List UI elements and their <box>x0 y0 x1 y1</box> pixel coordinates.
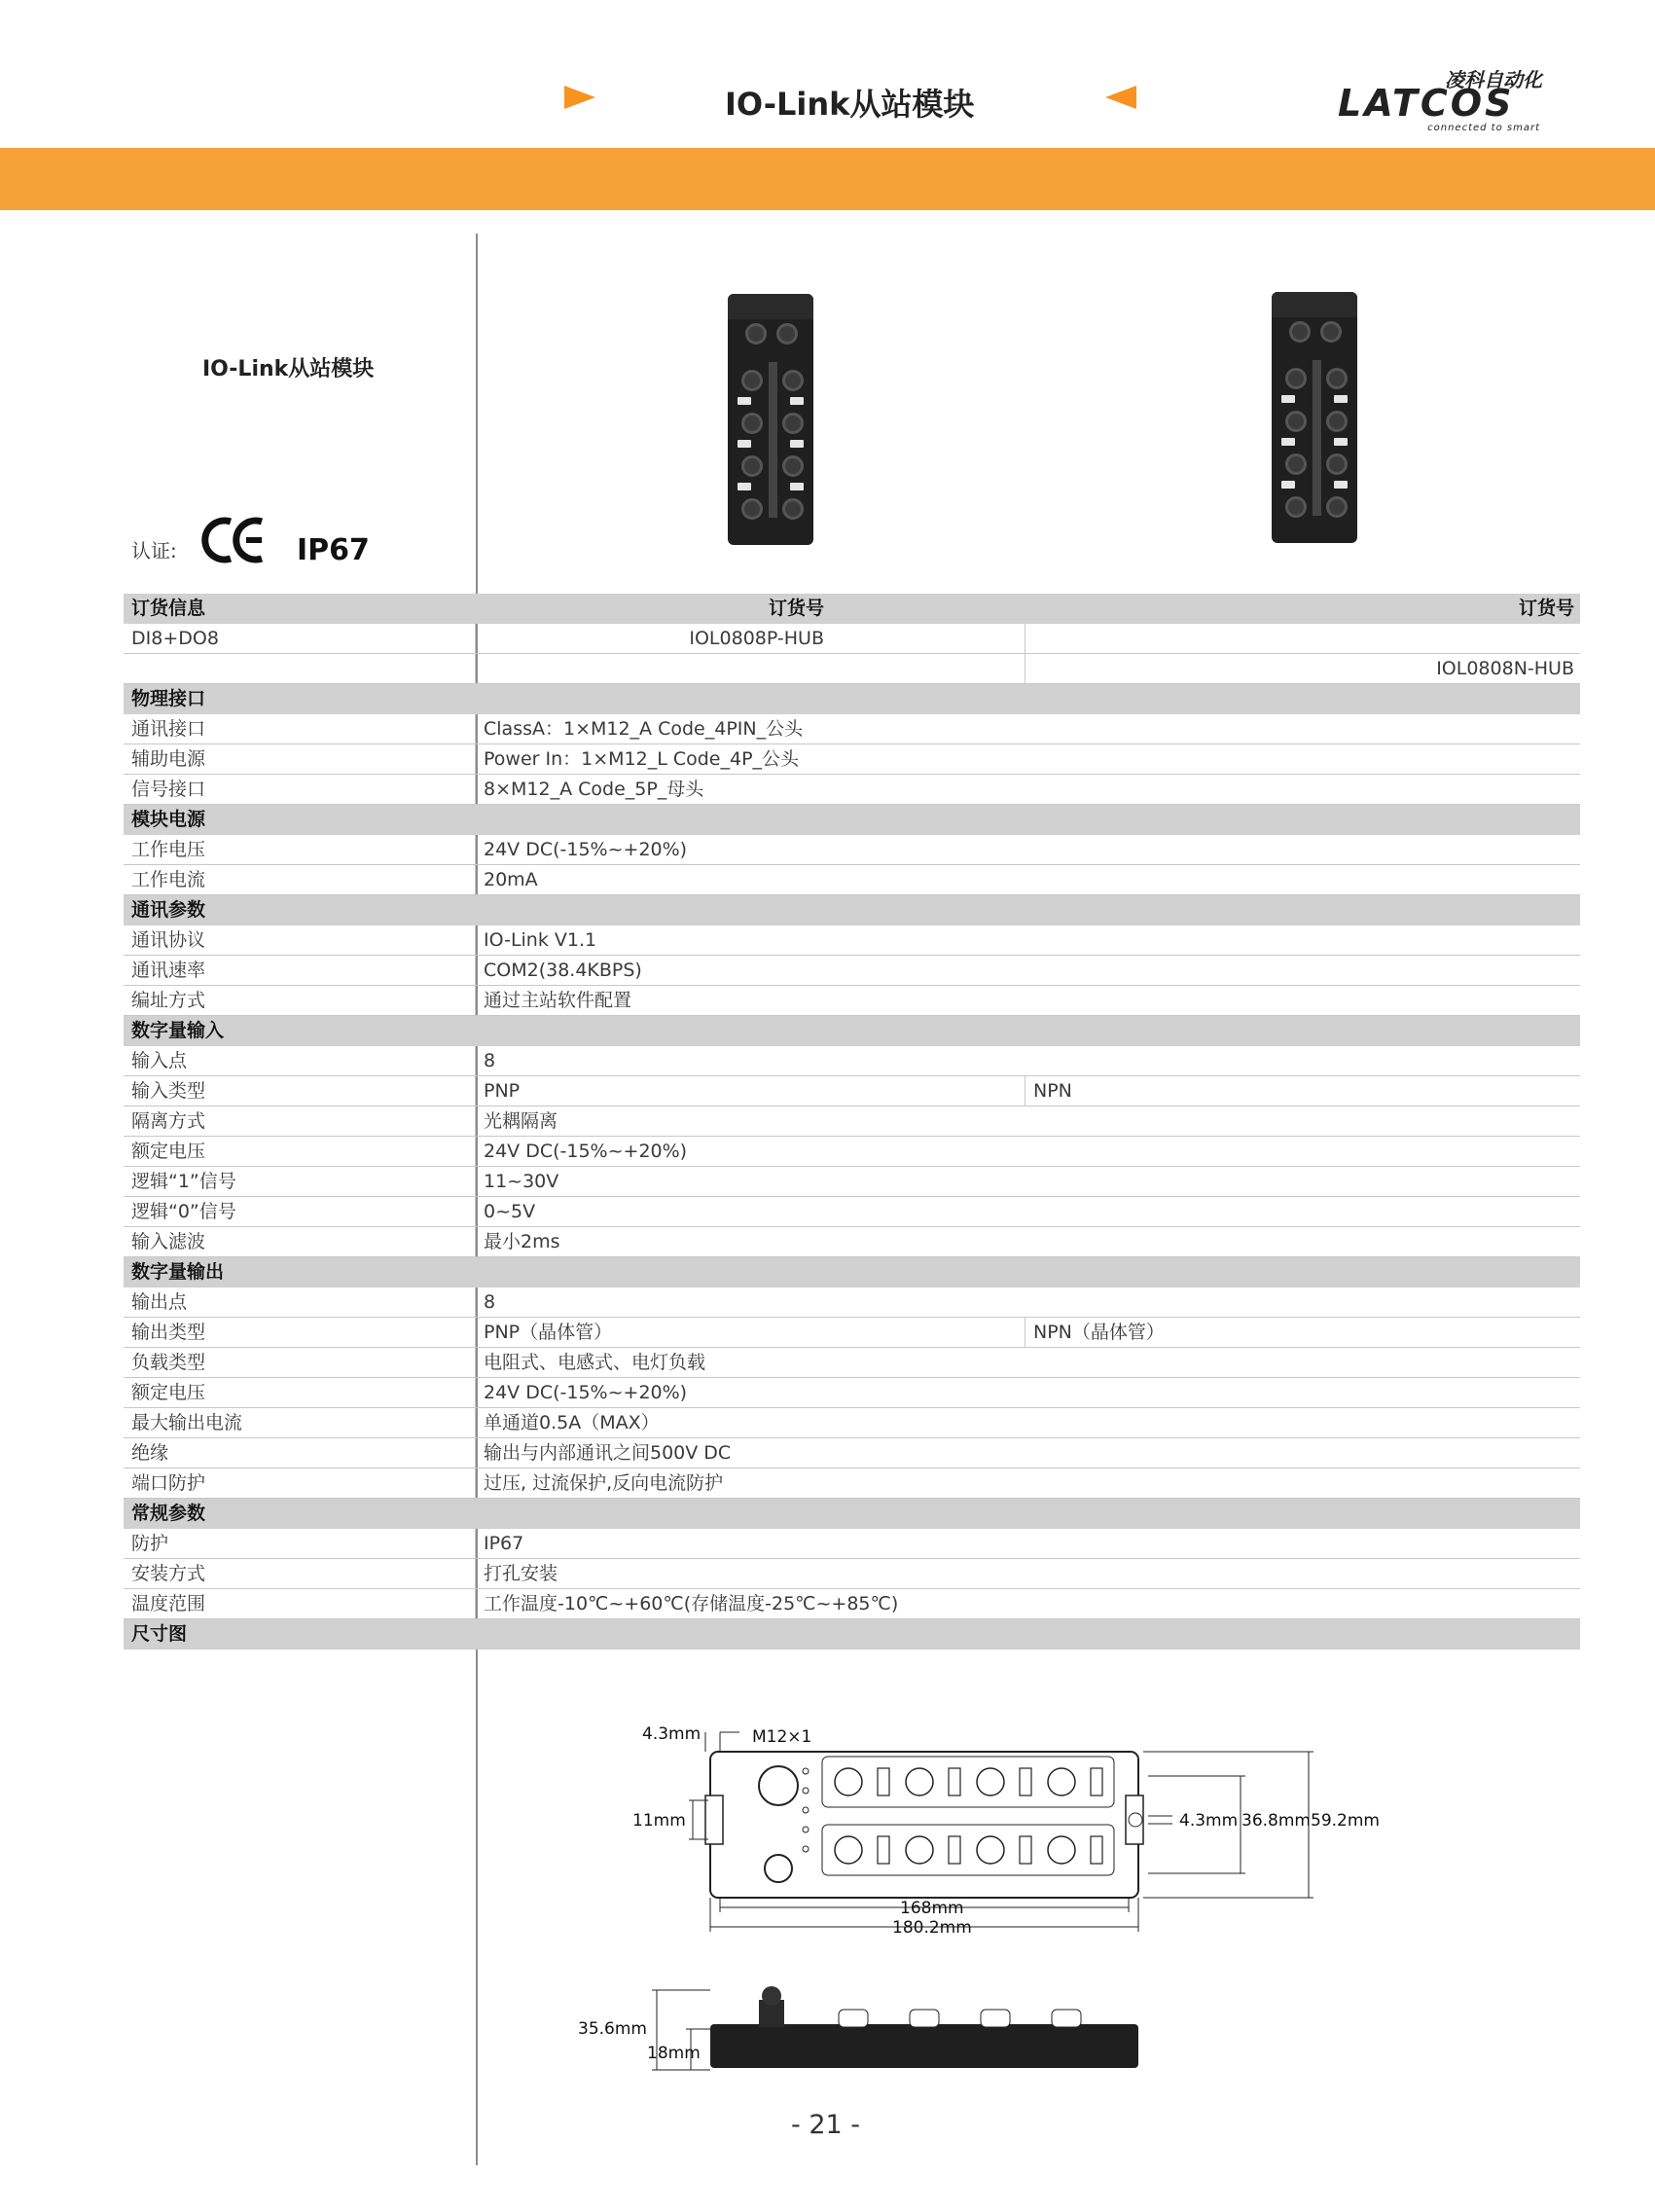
spec-label: 逻辑“1”信号 <box>131 1171 236 1192</box>
order-number-pnp: IOL0808P-HUB <box>689 628 824 649</box>
spec-row <box>124 1378 1580 1408</box>
spec-value: 打孔安装 <box>484 1563 558 1584</box>
spec-value: 20mA <box>484 869 538 890</box>
section-header <box>124 895 1580 925</box>
spec-value: 单通道0.5A（MAX） <box>484 1412 660 1433</box>
section-header <box>124 684 1580 714</box>
product-image-npn <box>1272 292 1357 543</box>
spec-label: 通讯协议 <box>131 929 206 951</box>
spec-value: Power In：1×M12_L Code_4P_公头 <box>484 748 800 770</box>
spec-row <box>124 1529 1580 1559</box>
spec-row <box>124 1589 1580 1619</box>
section-title: 常规参数 <box>131 1503 206 1524</box>
spec-label: 通讯速率 <box>131 960 206 981</box>
spec-row <box>124 744 1580 775</box>
spec-value: ClassA：1×M12_A Code_4PIN_公头 <box>484 718 804 740</box>
spec-row <box>124 1227 1580 1257</box>
dim-18: 18mm <box>647 2044 701 2063</box>
spec-row <box>124 956 1580 986</box>
order-number-heading-1: 订货号 <box>768 598 824 619</box>
logo-chinese-name: 凌科自动化 <box>1445 68 1542 91</box>
section-header <box>124 1499 1580 1529</box>
order-header-row <box>124 594 1580 624</box>
dim-180-2: 180.2mm <box>892 1918 972 1938</box>
spec-row <box>124 925 1580 956</box>
section-title: 数字量输入 <box>131 1020 225 1041</box>
spec-label: 输入滤波 <box>131 1231 206 1252</box>
page-title: IO-Link从站模块 <box>725 86 975 123</box>
left-arrow-icon <box>1105 86 1136 109</box>
order-info-heading: 订货信息 <box>131 598 206 619</box>
order-number-npn: IOL0808N-HUB <box>1436 658 1574 679</box>
dim-35-6: 35.6mm <box>578 2019 647 2039</box>
spec-label: 逻辑“0”信号 <box>131 1201 236 1222</box>
right-arrow-icon <box>564 86 595 109</box>
spec-label: 工作电压 <box>131 839 206 860</box>
spec-row <box>124 775 1580 805</box>
spec-label: 端口防护 <box>131 1472 206 1494</box>
company-logo <box>1338 64 1542 132</box>
dim-168: 168mm <box>900 1899 964 1918</box>
spec-label: 信号接口 <box>131 779 206 800</box>
section-title: 数字量输出 <box>131 1261 225 1283</box>
spec-row <box>124 1559 1580 1589</box>
spec-value: 24V DC(-15%~+20%) <box>484 1382 688 1403</box>
spec-row <box>124 1348 1580 1378</box>
dim-36-8: 36.8mm <box>1241 1811 1311 1831</box>
spec-value: IO-Link V1.1 <box>484 929 597 951</box>
spec-label: 输入点 <box>131 1050 188 1071</box>
dim-59-2: 59.2mm <box>1311 1811 1380 1831</box>
spec-value: 过压, 过流保护,反向电流防护 <box>484 1472 724 1494</box>
spec-row <box>124 1106 1580 1137</box>
section-header <box>124 1016 1580 1046</box>
spec-label: 隔离方式 <box>131 1110 206 1132</box>
spec-value: 通过主站软件配置 <box>484 990 632 1011</box>
section-title: 尺寸图 <box>131 1623 188 1645</box>
spec-label: 最大输出电流 <box>131 1412 243 1433</box>
spec-row <box>124 1076 1580 1106</box>
section-header <box>124 1257 1580 1287</box>
cert-label: 认证: <box>131 539 177 562</box>
orange-banner <box>0 148 1655 210</box>
spec-label: 温度范围 <box>131 1593 206 1614</box>
spec-row <box>124 1137 1580 1167</box>
spec-value: PNP（晶体管） <box>484 1322 613 1343</box>
spec-value: 8 <box>484 1291 496 1313</box>
spec-table <box>124 594 1580 1650</box>
spec-label: 输出点 <box>131 1291 188 1313</box>
spec-label: 输入类型 <box>131 1080 206 1102</box>
spec-label: 辅助电源 <box>131 748 206 770</box>
spec-value: COM2(38.4KBPS) <box>484 960 642 981</box>
spec-row <box>124 1438 1580 1469</box>
spec-row <box>124 1197 1580 1227</box>
product-image-pnp <box>728 294 813 545</box>
dim-4-3-right: 4.3mm <box>1179 1811 1239 1831</box>
dimension-drawing-graphic <box>564 1708 1421 2078</box>
spec-value: 8×M12_A Code_5P_母头 <box>484 779 704 800</box>
spec-value: 8 <box>484 1050 496 1071</box>
spec-value: 电阻式、电感式、电灯负载 <box>484 1352 706 1373</box>
product-title: IO-Link从站模块 <box>202 357 375 381</box>
dim-11mm: 11mm <box>632 1811 686 1831</box>
dim-4-3-top: 4.3mm <box>642 1724 702 1744</box>
spec-value: 最小2ms <box>484 1231 560 1252</box>
spec-label: 编址方式 <box>131 990 206 1011</box>
spec-row <box>124 1318 1580 1348</box>
section-header <box>124 805 1580 835</box>
spec-value: PNP <box>484 1080 521 1102</box>
spec-value: 工作温度-10℃~+60℃(存储温度-25℃~+85℃) <box>484 1593 899 1614</box>
spec-row <box>124 986 1580 1016</box>
spec-value: 输出与内部通讯之间500V DC <box>484 1442 732 1464</box>
spec-label: 负载类型 <box>131 1352 206 1373</box>
spec-label: 防护 <box>131 1533 169 1554</box>
spec-label: 额定电压 <box>131 1382 206 1403</box>
spec-value: 24V DC(-15%~+20%) <box>484 839 688 860</box>
page-number: - 21 - <box>791 2110 861 2140</box>
section-title: 通讯参数 <box>131 899 206 921</box>
ip-rating: IP67 <box>297 533 370 567</box>
logo-tagline: connected to smart <box>1427 123 1540 133</box>
order-row-p <box>124 624 1580 654</box>
spec-row <box>124 714 1580 744</box>
spec-row <box>124 1287 1580 1318</box>
dimension-drawing <box>564 1708 1421 2078</box>
order-model-label: DI8+DO8 <box>131 628 219 649</box>
section-title: 模块电源 <box>131 809 206 830</box>
spec-label: 通讯接口 <box>131 718 206 740</box>
spec-value: 24V DC(-15%~+20%) <box>484 1141 688 1162</box>
section-header <box>124 1619 1580 1650</box>
spec-label: 绝缘 <box>131 1442 169 1464</box>
spec-value: IP67 <box>484 1533 524 1554</box>
page-header <box>0 0 1655 146</box>
spec-label: 输出类型 <box>131 1322 206 1343</box>
spec-value-alt: NPN <box>1033 1080 1072 1102</box>
spec-row <box>124 1046 1580 1076</box>
spec-label: 安装方式 <box>131 1563 206 1584</box>
spec-value: 光耦隔离 <box>484 1110 558 1132</box>
dim-m12: M12×1 <box>752 1727 812 1747</box>
order-number-heading-2: 订货号 <box>1518 598 1574 619</box>
spec-value: 0~5V <box>484 1201 536 1222</box>
spec-label: 工作电流 <box>131 869 206 890</box>
order-row-n <box>124 654 1580 684</box>
spec-row <box>124 1167 1580 1197</box>
spec-label: 额定电压 <box>131 1141 206 1162</box>
spec-value: 11~30V <box>484 1171 559 1192</box>
spec-row <box>124 1469 1580 1499</box>
logo-wordmark: LATCOS <box>1338 82 1515 125</box>
ce-mark-icon <box>201 516 270 564</box>
spec-row <box>124 1408 1580 1438</box>
section-title: 物理接口 <box>131 688 206 709</box>
spec-value-alt: NPN（晶体管） <box>1033 1322 1165 1343</box>
spec-row <box>124 865 1580 895</box>
spec-row <box>124 835 1580 865</box>
